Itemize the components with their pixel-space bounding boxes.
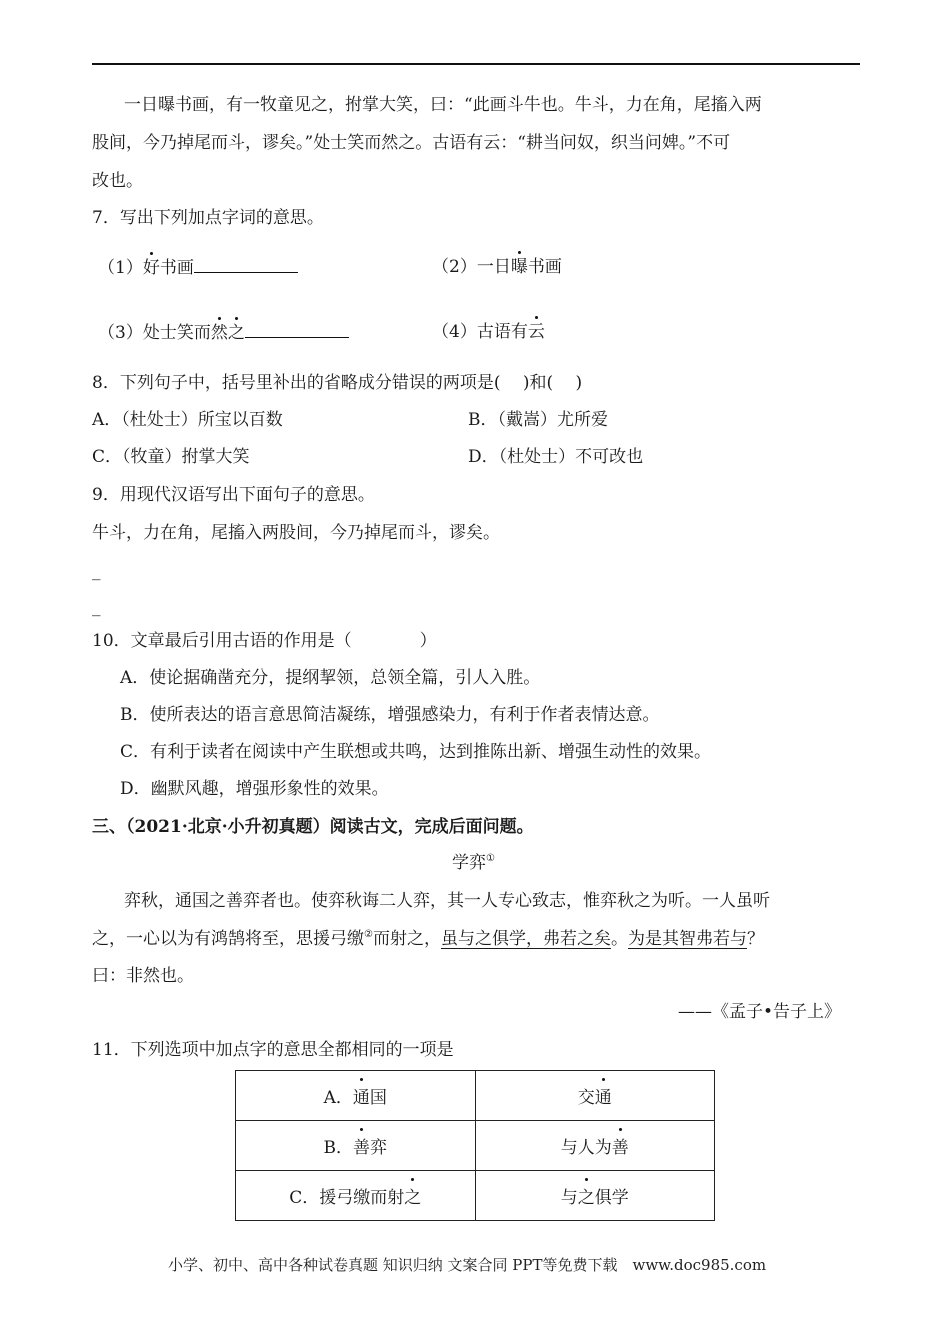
q11-options-table: [235, 1070, 715, 1221]
q10-option-d: D．幽默风趣，增强形象性的效果。: [120, 779, 389, 799]
answer-blank[interactable]: [194, 256, 298, 273]
q10-option-b: B．使所表达的语言意思简洁凝练，增强感染力，有利于作者表情达意。: [120, 705, 660, 725]
emphasis-char: 通: [595, 1083, 612, 1108]
passage-source: ——《孟子•告子上》: [678, 1002, 842, 1022]
underlined-sentence-2: 为是其智弗若与: [627, 929, 747, 949]
q9-sentence: 牛斗，力在角，尾搐入两股间，今乃掉尾而斗，谬矣。: [92, 523, 500, 543]
emphasis-char: 之: [578, 1183, 595, 1208]
option-right-cell: 与人为善: [475, 1121, 715, 1171]
q7-stem: 7．写出下列加点字词的意思。: [92, 208, 324, 228]
q10-option-a: A．使论据确凿充分，提纲挈领，总领全篇，引人入胜。: [120, 668, 541, 688]
table-row: [236, 1071, 715, 1121]
table-row: [236, 1171, 715, 1221]
q7-item-3: （3）处士笑而然之: [98, 321, 349, 344]
q7-item-1: （1）好书画: [98, 256, 298, 279]
passage-line-1: 一日曝书画，有一牧童见之，拊掌大笑，曰：“此画斗牛也。牛斗，力在角，尾搐入两: [124, 95, 762, 115]
section-heading: 三、（2021·北京·小升初真题）阅读古文，完成后面问题。: [92, 817, 534, 837]
q8-option-b: B．（戴嵩）尤所爱: [468, 410, 608, 430]
emphasis-char: 之: [404, 1183, 421, 1208]
option-left-cell[interactable]: C．援弓缴而射之: [236, 1171, 476, 1221]
q7-item-2: （2）一日曝书画: [432, 257, 562, 277]
answer-blank[interactable]: [245, 321, 349, 338]
header-rule: [92, 63, 860, 65]
passage-line-3: 改也。: [92, 171, 143, 191]
footer-watermark[interactable]: 小学、初中、高中各种试卷真题 知识归纳 文案合同 PPT等免费下载 www.doc985.com: [168, 1256, 767, 1274]
option-left-cell[interactable]: A．通国: [236, 1071, 476, 1121]
q11-stem: 11．下列选项中加点字的意思全都相同的一项是: [92, 1040, 454, 1060]
passage-line-2: 股间，今乃掉尾而斗，谬矣。”处士笑而然之。古语有云：“耕当问奴，织当问婢。”不可: [92, 133, 731, 153]
q9-answer-line-2[interactable]: _: [92, 597, 101, 617]
footnote-marker: ②: [364, 929, 373, 940]
option-left-cell[interactable]: B．善弈: [236, 1121, 476, 1171]
emphasis-char: 善: [353, 1133, 370, 1158]
q7-item-4: （4）古语有云: [432, 322, 545, 342]
emphasis-char: 然: [210, 323, 228, 343]
q8-option-d: D．（杜处士）不可改也: [468, 447, 644, 467]
emphasis-char: 善: [612, 1133, 629, 1158]
passage-title: 学弈①: [452, 853, 495, 873]
xueyi-line-3: 曰：非然也。: [92, 966, 194, 986]
q9-stem: 9．用现代汉语写出下面句子的意思。: [92, 485, 375, 505]
underlined-sentence-1: 虽与之俱学，弗若之矣: [440, 929, 611, 949]
option-right-cell: 交通: [475, 1071, 715, 1121]
xueyi-line-1: 弈秋，通国之善弈者也。使弈秋诲二人弈，其一人专心致志，惟弈秋之为听。一人虽听: [124, 891, 770, 911]
q8-option-a: A．（杜处士）所宝以百数: [92, 410, 283, 430]
footnote-marker: ①: [486, 853, 495, 864]
emphasis-char: 云: [527, 322, 545, 342]
xueyi-line-2: 之，一心以为有鸿鹄将至，思援弓缴②而射之，虽与之俱学，弗若之矣。为是其智弗若与？: [92, 929, 764, 949]
q10-stem: 10．文章最后引用古语的作用是（ ）: [92, 631, 437, 651]
option-right-cell: 与之俱学: [475, 1171, 715, 1221]
emphasis-char: 通: [353, 1083, 370, 1108]
q10-option-c: C．有利于读者在阅读中产生联想或共鸣，达到推陈出新、增强生动性的效果。: [120, 742, 712, 762]
emphasis-char: 曝: [510, 257, 528, 277]
q8-option-c: C．（牧童）拊掌大笑: [92, 447, 250, 467]
q9-answer-line-1[interactable]: _: [92, 561, 101, 581]
emphasis-char: 之: [227, 323, 245, 343]
q8-stem: 8．下列句子中，括号里补出的省略成分错误的两项是( )和( ): [92, 373, 583, 393]
table-row: [236, 1121, 715, 1171]
emphasis-char: 好: [142, 258, 160, 278]
